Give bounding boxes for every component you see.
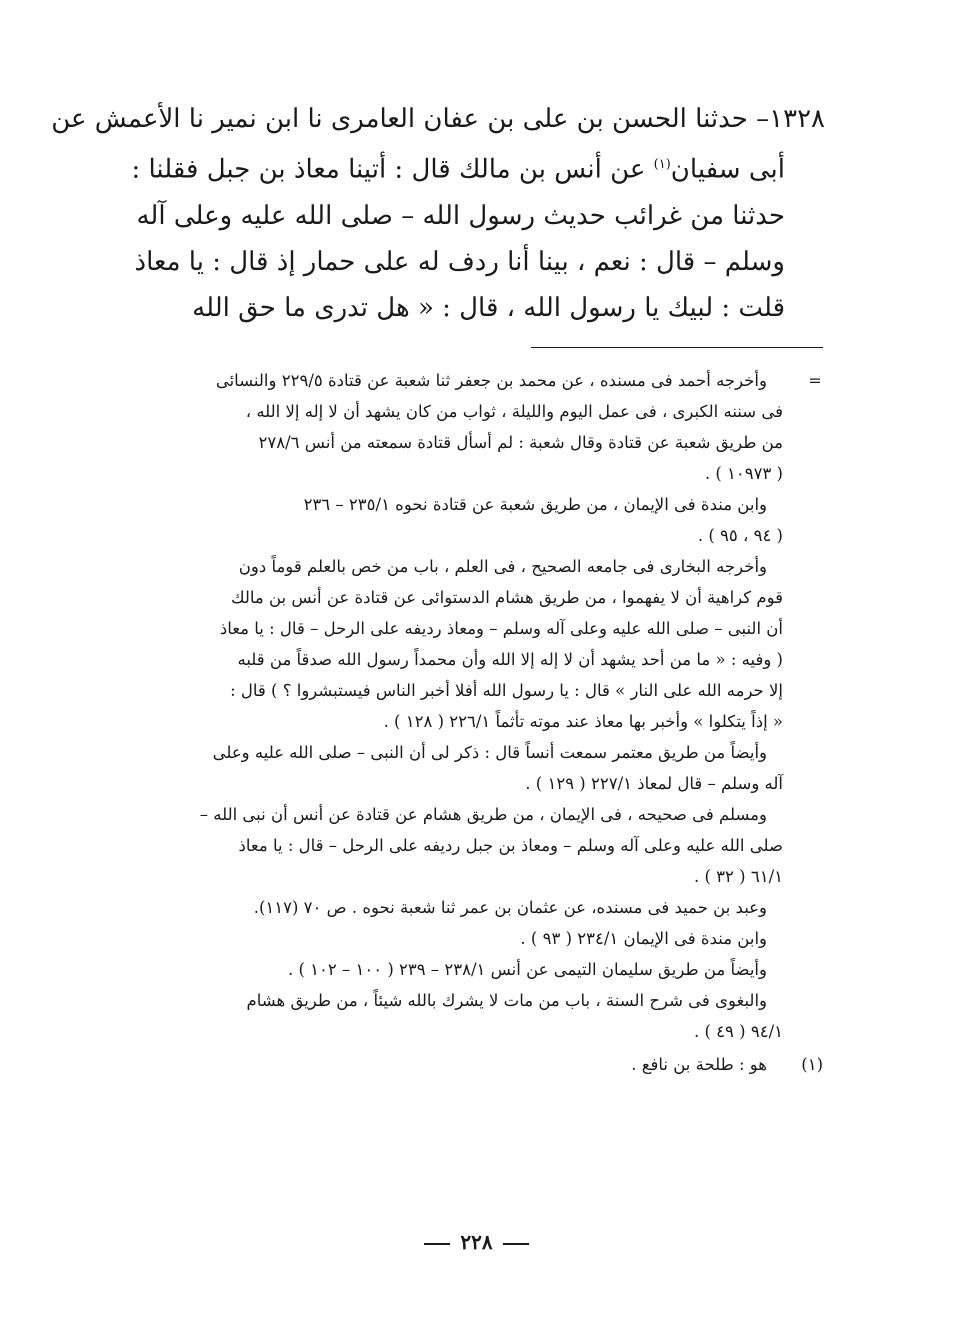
footnote-line: ( ١٠٩٧٣ ) . bbox=[704, 464, 783, 483]
footnote-paragraph bbox=[128, 489, 823, 551]
footnote-paragraph bbox=[128, 923, 823, 954]
footnote-line: إلا حرمه الله على النار » قال : يا رسول الله أفلا أخبر الناس فيستبشروا ؟ ) قال : bbox=[230, 681, 783, 700]
main-line-5: قلت : لبيك يا رسول الله ، قال : « هل تدرى ما حق الله bbox=[192, 292, 785, 323]
footnote-line: صلى الله عليه وعلى آله وسلم – ومعاذ بن جبل رديفه على الرحل – قال : يا معاذ bbox=[238, 836, 783, 855]
page-number bbox=[0, 1230, 953, 1254]
footnote-line: أن النبى – صلى الله عليه وعلى آله وسلم – ومعاذ رديفه على الرحل – قال : يا معاذ bbox=[219, 619, 783, 638]
footnote-paragraph bbox=[128, 892, 823, 923]
footnote-1 bbox=[128, 1049, 823, 1080]
footnote-line: ( وفيه : « ما من أحد يشهد أن لا إله إلا الله وأن محمداً رسول الله صدقاً من قلبه bbox=[237, 650, 783, 669]
footnote-line: فى سننه الكبرى ، فى عمل اليوم والليلة ، ثواب من كان يشهد أن لا إله إلا الله ، bbox=[245, 402, 783, 421]
footnote-separator-rule bbox=[531, 347, 823, 348]
footnote-line: ٩٤/١ ( ٤٩ ) . bbox=[694, 1022, 783, 1041]
footnote-line: والبغوى فى شرح السنة ، باب من مات لا يشرك بالله شيئاً ، من طريق هشام bbox=[246, 991, 767, 1010]
footnote-line: آله وسلم – قال لمعاذ ٢٢٧/١ ( ١٢٩ ) . bbox=[525, 774, 783, 793]
main-line-2-rest: عن أنس بن مالك قال : أتينا معاذ بن جبل فقلنا : bbox=[131, 154, 646, 185]
main-line-2 bbox=[128, 142, 825, 193]
footnote-paragraph bbox=[128, 985, 823, 1047]
dash-right bbox=[424, 1243, 450, 1245]
main-line-1: ١٣٢٨– حدثنا الحسن بن على بن عفان العامرى نا ابن نمير نا الأعمش عن bbox=[51, 104, 825, 134]
footnote-marker: (١) bbox=[801, 1055, 823, 1074]
main-line-4: وسلم – قال : نعم ، بينا أنا ردف له على حمار إذ قال : يا معاذ bbox=[134, 246, 785, 277]
footnote-paragraph bbox=[128, 954, 823, 985]
footnote-line: ( ٩٤ ، ٩٥ ) . bbox=[697, 526, 783, 545]
footnote-paragraph bbox=[128, 799, 823, 892]
footnote-line: وابن مندة فى الإيمان ٢٣٤/١ ( ٩٣ ) . bbox=[520, 929, 767, 948]
footnote-line: وأخرجه البخارى فى جامعه الصحيح ، فى العلم ، باب من خص بالعلم قوماً دون bbox=[238, 557, 767, 576]
footnote-paragraph bbox=[128, 551, 823, 737]
main-line-3: حدثنا من غرائب حديث رسول الله – صلى الله عليه وعلى آله bbox=[136, 200, 785, 231]
footnote-text: هو : طلحة بن نافع . bbox=[631, 1055, 767, 1074]
footnote-paragraph bbox=[128, 365, 823, 489]
narrator-name: أبى سفيان bbox=[670, 154, 785, 185]
continuation-mark: = bbox=[808, 371, 822, 390]
footnote-line: وأيضاً من طريق معتمر سمعت أنساً قال : ذكر لى أن النبى – صلى الله عليه وعلى bbox=[212, 743, 767, 762]
footnote-line: وابن مندة فى الإيمان ، من طريق شعبة عن قتادة نحوه ٢٣٥/١ – ٢٣٦ bbox=[303, 495, 767, 514]
footnote-line: قوم كراهية أن لا يفهموا ، من طريق هشام الدستوائى عن قتادة عن أنس بن مالك bbox=[230, 588, 783, 607]
footnote-line: ومسلم فى صحيحه ، فى الإيمان ، من طريق هشام عن قتادة عن أنس أن نبى الله – bbox=[199, 805, 767, 824]
dash-left bbox=[503, 1243, 529, 1245]
footnote-reference[interactable]: (١) bbox=[653, 157, 671, 172]
hadith-main-text bbox=[51, 96, 825, 331]
footnote-paragraph bbox=[128, 737, 823, 799]
footnote-line: ٦١/١ ( ٣٢ ) . bbox=[694, 867, 783, 886]
footnote-line: وأخرجه أحمد فى مسنده ، عن محمد بن جعفر ثنا شعبة عن قتادة ٢٢٩/٥ والنسائى bbox=[215, 371, 767, 390]
footnote-line: « إذاً يتكلوا » وأخبر بها معاذ عند موته تأثماً ٢٢٦/١ ( ١٢٨ ) . bbox=[383, 712, 783, 731]
footnote-line: وأيضاً من طريق سليمان التيمى عن أنس ٢٣٨/١ – ٢٣٩ ( ١٠٠ – ١٠٢ ) . bbox=[287, 960, 767, 979]
footnotes-section bbox=[128, 365, 823, 1080]
footnote-line: من طريق شعبة عن قتادة وقال شعبة : لم أسأل قتادة سمعته من أنس ٢٧٨/٦ bbox=[258, 433, 783, 452]
page-number-value: ٢٢٨ bbox=[460, 1230, 493, 1254]
footnote-line: وعبد بن حميد فى مسنده، عن عثمان بن عمر ثنا شعبة نحوه . ص ٧٠ (١١٧). bbox=[253, 898, 767, 917]
